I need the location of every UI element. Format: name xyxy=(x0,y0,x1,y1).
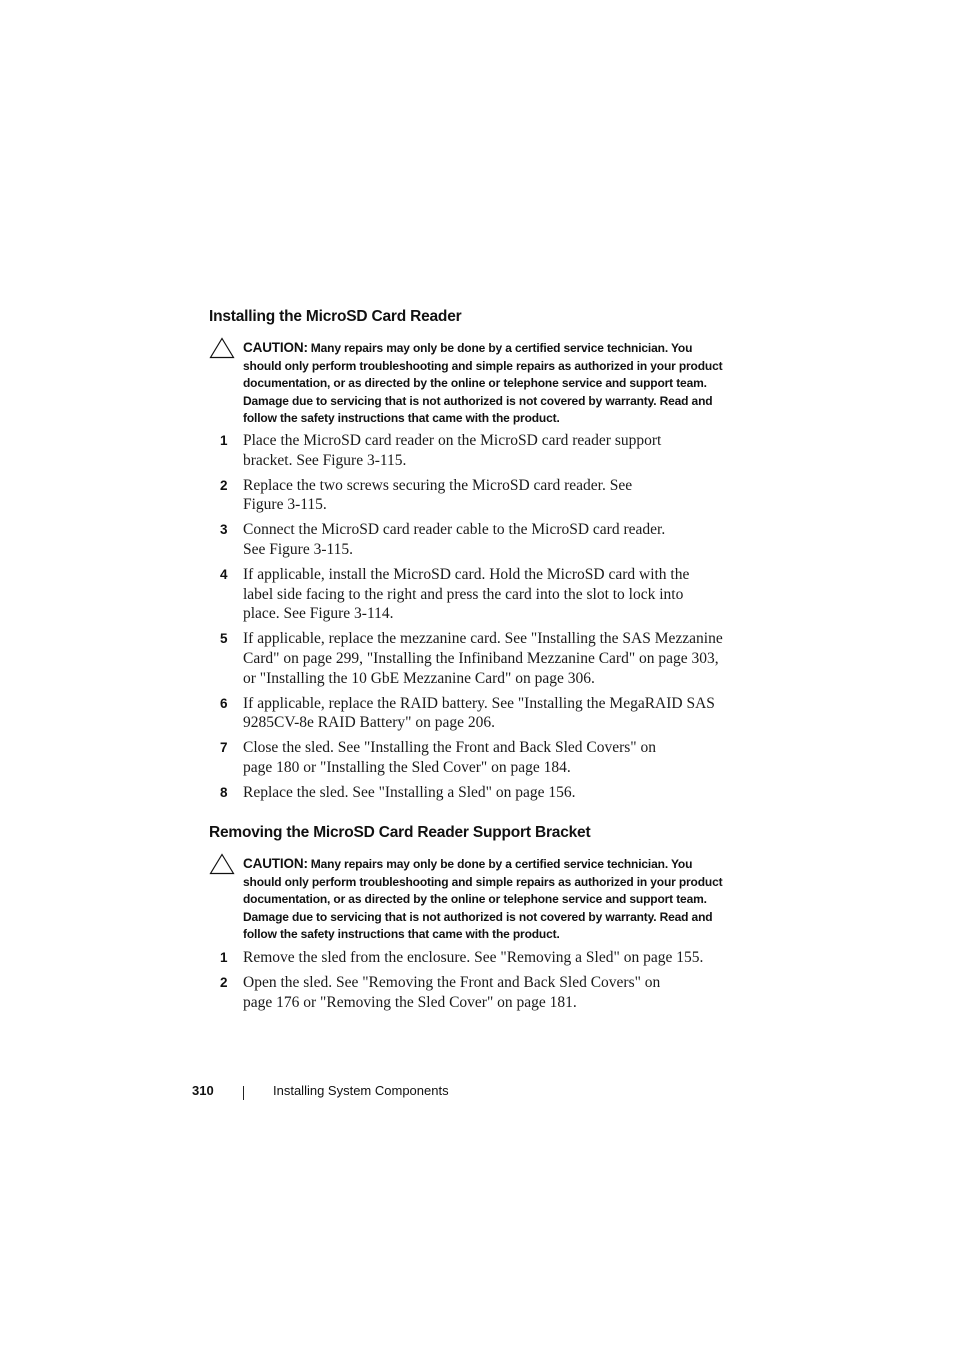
step-text: If applicable, replace the RAID battery. See "Installing the MegaRAID SAS 9285CV-8e RAID Battery" on page 206. xyxy=(243,694,715,732)
caution-body: Many repairs may only be done by a certified service technician. You should only perform troubleshooting and simple repairs as authorized in your product documentation, or as directed by the online or telephone service and support team. Damage due to servicing that is not authorized is not covered by warranty. Read and follow the safety instructions that came with the product. xyxy=(243,341,723,426)
step-number: 2 xyxy=(220,477,228,493)
list-item xyxy=(209,520,688,559)
list-item xyxy=(209,948,753,968)
step-number: 1 xyxy=(220,950,228,965)
caution-body: Many repairs may only be done by a certified service technician. You should only perform troubleshooting and simple repairs as authorized in your product documentation, or as directed by the online or telephone service and support team. Damage due to servicing that is not authorized is not covered by warranty. Read and follow the safety instructions that came with the product. xyxy=(243,857,723,942)
page-number: 310 xyxy=(192,1083,214,1098)
caution-label: CAUTION: xyxy=(243,340,308,355)
install-steps-list xyxy=(209,431,729,808)
step-text: Open the sled. See "Removing the Front and Back Sled Covers" on page 176 or "Removing the Sled Cover" on page 181. xyxy=(243,974,661,1011)
step-text: Connect the MicroSD card reader cable to the MicroSD card reader. See Figure 3-115. xyxy=(243,521,666,558)
list-item xyxy=(209,565,717,624)
caution-triangle-icon xyxy=(209,337,235,359)
step-number: 1 xyxy=(220,433,228,448)
caution-triangle-icon xyxy=(209,853,235,875)
step-text: If applicable, install the MicroSD card. Hold the MicroSD card with the label side facing to the right and press the card into the slot to lock into place. See Figure 3-114. xyxy=(243,566,690,623)
list-item xyxy=(209,738,683,777)
chapter-title: Installing System Components xyxy=(273,1083,449,1098)
step-text: Replace the sled. See "Installing a Sled" on page 156. xyxy=(243,784,576,801)
caution-text-block xyxy=(243,855,729,944)
step-number: 4 xyxy=(220,567,228,583)
step-number: 8 xyxy=(220,785,228,800)
list-item xyxy=(209,476,653,515)
step-text: Remove the sled from the enclosure. See "Removing a Sled" on page 155. xyxy=(243,949,704,966)
step-number: 5 xyxy=(220,631,228,647)
step-text: Place the MicroSD card reader on the MicroSD card reader support bracket. See Figure 3-115. xyxy=(243,432,662,469)
list-item xyxy=(209,431,685,470)
step-number: 3 xyxy=(220,522,228,538)
list-item xyxy=(209,629,723,688)
section-heading-removing: Removing the MicroSD Card Reader Support Bracket xyxy=(209,824,591,841)
step-text: Replace the two screws securing the MicroSD card reader. See Figure 3-115. xyxy=(243,476,633,514)
list-item xyxy=(209,783,723,803)
footer-divider xyxy=(243,1086,244,1100)
step-text: Close the sled. See "Installing the Front and Back Sled Covers" on page 180 or "Installing the Sled Cover" on page 184. xyxy=(243,739,657,776)
caution-label: CAUTION: xyxy=(243,856,308,871)
remove-steps-list xyxy=(209,948,729,1018)
step-number: 6 xyxy=(220,695,228,711)
caution-text-block xyxy=(243,339,729,428)
list-item xyxy=(209,694,723,733)
list-item xyxy=(209,973,683,1012)
page-footer xyxy=(0,1083,954,1103)
step-number: 2 xyxy=(220,975,228,991)
step-number: 7 xyxy=(220,740,228,756)
section-heading-installing: Installing the MicroSD Card Reader xyxy=(209,308,462,325)
step-text: If applicable, replace the mezzanine card. See "Installing the SAS Mezzanine Card" on page 299, "Installing the Infiniband Mezzanine Card" on page 303, or "Installing the 10 GbE Mezzanine Card" on page 306. xyxy=(243,630,723,687)
